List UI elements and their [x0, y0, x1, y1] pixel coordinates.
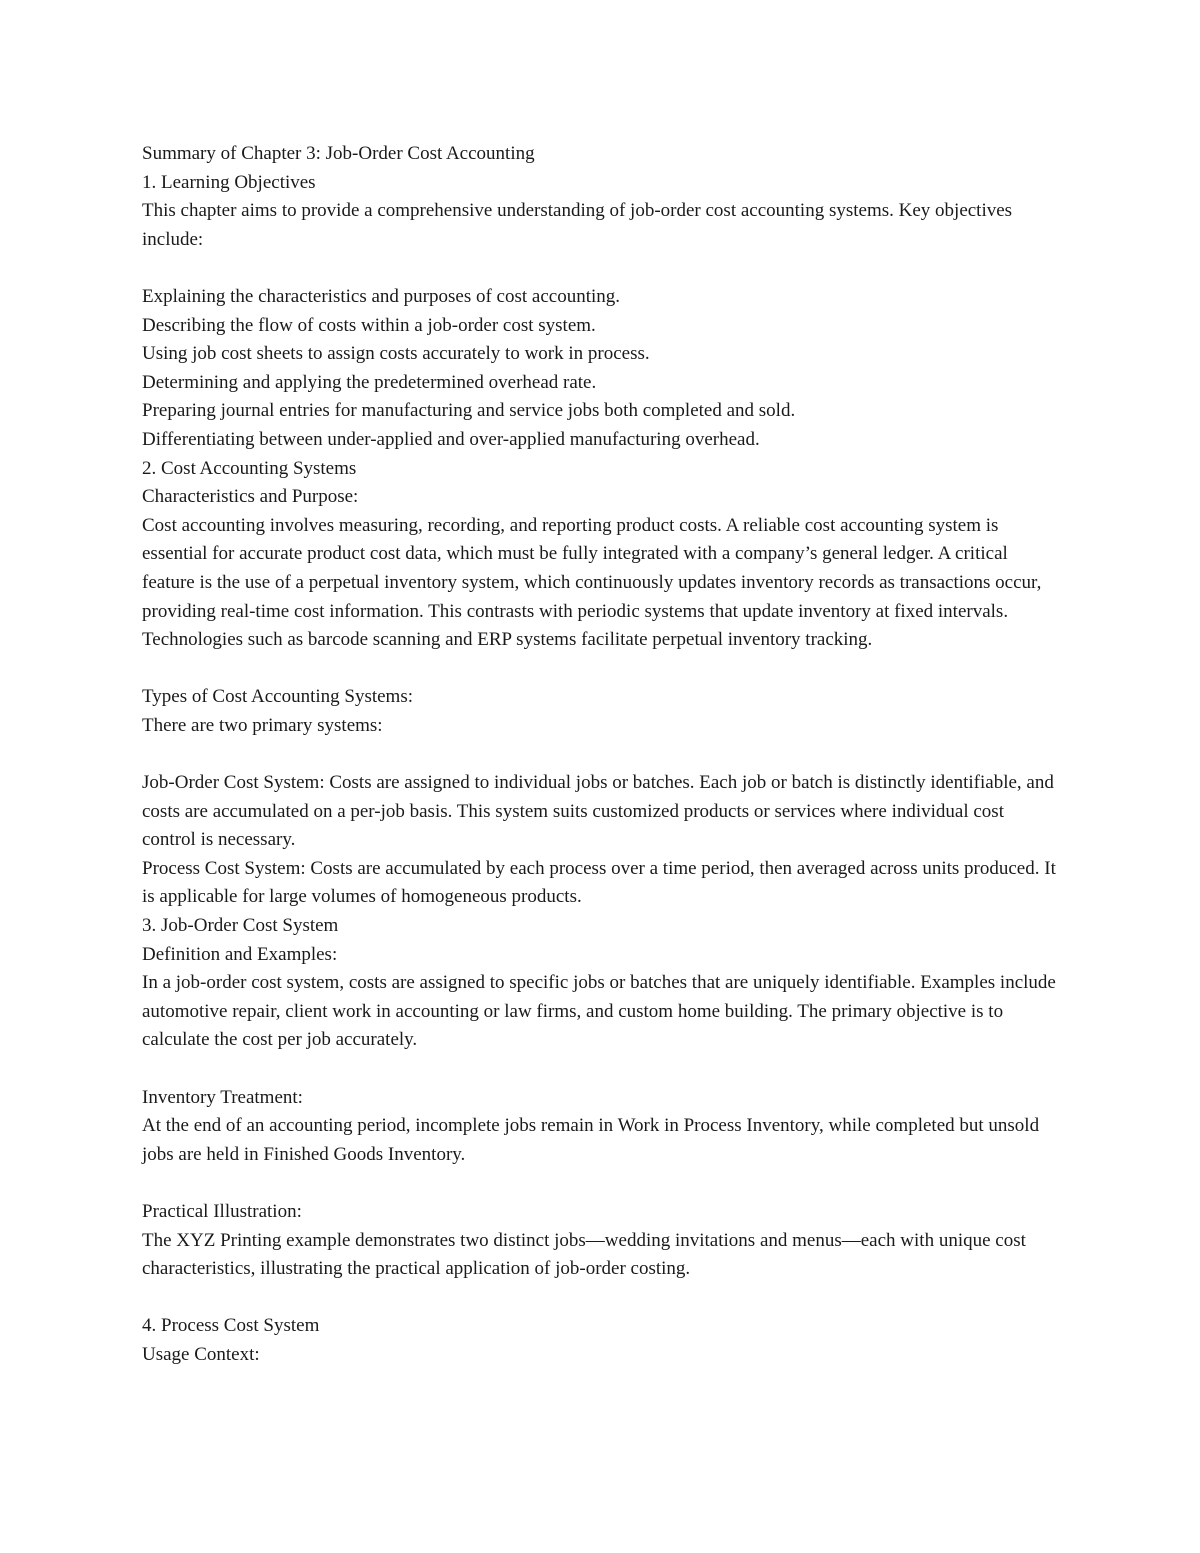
- subheading-inventory-treatment: Inventory Treatment:: [142, 1086, 303, 1108]
- process-system-paragraph: Process Cost System: Costs are accumulated by each process over a time period, then averaged across units produced. It is applicable for large volumes of homogeneous products.: [142, 857, 1056, 908]
- blank-line: [142, 1055, 1062, 1084]
- document-body: [142, 140, 1062, 1370]
- objective-item: Using job cost sheets to assign costs accurately to work in process.: [142, 343, 650, 365]
- subheading-characteristics: Characteristics and Purpose:: [142, 486, 359, 508]
- objective-item: Differentiating between under-applied and over-applied manufacturing overhead.: [142, 428, 760, 450]
- section-heading-process-cost-system: 4. Process Cost System: [142, 1315, 320, 1337]
- objective-item: Determining and applying the predetermined overhead rate.: [142, 371, 597, 393]
- definition-paragraph: In a job-order cost system, costs are assigned to specific jobs or batches that are uniquely identifiable. Examples include automotive repair, client work in accounting or law firms, and custom home building. The primary objective is to calculate the cost per job accurately.: [142, 972, 1056, 1051]
- subheading-types: Types of Cost Accounting Systems:: [142, 686, 414, 708]
- document-title: Summary of Chapter 3: Job-Order Cost Accounting: [142, 143, 535, 164]
- blank-line: [142, 1284, 1062, 1313]
- objective-item: Preparing journal entries for manufacturing and service jobs both completed and sold.: [142, 400, 796, 422]
- blank-line: [142, 655, 1062, 684]
- blank-line: [142, 254, 1062, 283]
- types-intro: There are two primary systems:: [142, 714, 383, 736]
- characteristics-paragraph: Cost accounting involves measuring, recording, and reporting product costs. A reliable cost accounting system is essential for accurate product cost data, which must be fully integrated with a company’s general ledger. A critical feature is the use of a perpetual inventory system, which continuously updates inventory records as transactions occur, providing real-time cost information. This contrasts with periodic systems that update inventory at fixed intervals. Technologies such as barcode scanning and ERP systems facilitate perpetual inventory tracking.: [142, 514, 1042, 651]
- inventory-treatment-paragraph: At the end of an accounting period, incomplete jobs remain in Work in Process Inventory, while completed but unsold jobs are held in Finished Goods Inventory.: [142, 1115, 1040, 1165]
- objective-item: Describing the flow of costs within a job-order cost system.: [142, 314, 596, 336]
- objective-item: Explaining the characteristics and purposes of cost accounting.: [142, 285, 621, 307]
- job-order-system-paragraph: Job-Order Cost System: Costs are assigned to individual jobs or batches. Each job or batch is distinctly identifiable, and costs are accumulated on a per-job basis. This system suits customized products or services where individual cost control is necessary.: [142, 772, 1054, 851]
- blank-line: [142, 740, 1062, 769]
- blank-line: [142, 1169, 1062, 1198]
- section-heading-learning-objectives: 1. Learning Objectives: [142, 171, 316, 193]
- learning-objectives-intro: This chapter aims to provide a comprehensive understanding of job-order cost accounting systems. Key objectives include:: [142, 200, 1013, 250]
- subheading-definition: Definition and Examples:: [142, 943, 338, 965]
- section-heading-cost-accounting-systems: 2. Cost Accounting Systems: [142, 457, 357, 479]
- section-heading-job-order-cost-system: 3. Job-Order Cost System: [142, 915, 339, 937]
- subheading-usage-context: Usage Context:: [142, 1343, 260, 1365]
- subheading-practical-illustration: Practical Illustration:: [142, 1200, 302, 1222]
- practical-illustration-paragraph: The XYZ Printing example demonstrates two distinct jobs—wedding invitations and menus—each with unique cost characteristics, illustrating the practical application of job-order costing.: [142, 1229, 1026, 1280]
